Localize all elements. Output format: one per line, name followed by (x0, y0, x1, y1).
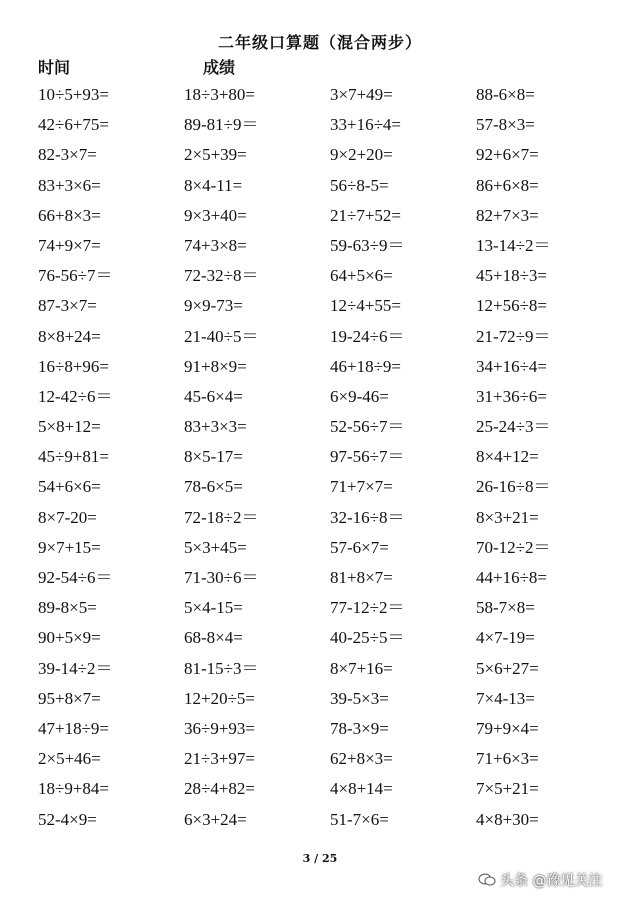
problem-cell: 36÷9+93= (184, 718, 256, 738)
watermark-text: 头条 @豫见关注 (500, 873, 603, 889)
problem-cell: 83+3×6= (38, 175, 101, 195)
page-number: 3 / 25 (302, 852, 338, 865)
page-title: 二年级口算题（混合两步） (217, 33, 422, 52)
problem-cell: 51-7×6= (330, 809, 389, 829)
problem-cell: 19-24÷6＝ (330, 326, 405, 346)
problem-cell: 90+5×9= (38, 628, 101, 648)
problem-cell: 21-72÷9＝ (476, 326, 551, 346)
problem-cell: 92+6×7= (476, 145, 539, 165)
problem-cell: 45+18÷3= (476, 266, 548, 286)
problem-cell: 82+7×3= (476, 205, 539, 225)
score-label: 成绩 (203, 58, 236, 77)
problem-cell: 81+8×7= (330, 568, 393, 587)
problem-cell: 78-6×5= (184, 477, 243, 497)
problem-cell: 52-56÷7＝ (330, 417, 405, 437)
problem-cell: 83+3×3= (184, 417, 247, 437)
problem-cell: 72-32÷8＝ (184, 266, 259, 286)
problem-cell: 18÷9+84= (38, 779, 110, 799)
problem-cell: 12+56÷8= (476, 296, 548, 316)
problem-cell: 82-3×7= (38, 145, 97, 165)
problem-cell: 25-24÷3＝ (476, 417, 551, 437)
problem-cell: 4×7-19= (476, 628, 535, 648)
problem-cell: 21÷3+97= (184, 749, 256, 769)
problem-cell: 62+8×3= (330, 749, 393, 769)
problem-cell: 81-15÷3＝ (184, 658, 259, 678)
problem-cell: 10÷5+93= (38, 85, 110, 104)
problem-cell: 88-6×8= (476, 85, 535, 104)
problem-cell: 8×4-11= (184, 175, 243, 195)
problem-cell: 76-56÷7＝ (38, 266, 113, 286)
problem-cell: 72-18÷2＝ (184, 507, 259, 527)
problem-cell: 78-3×9= (330, 718, 389, 738)
problem-cell: 5×3+45= (184, 537, 247, 557)
problem-cell: 56÷8-5= (330, 175, 389, 195)
problem-cell: 33+16÷4= (330, 115, 402, 135)
problem-cell: 68-8×4= (184, 628, 243, 648)
problem-cell: 39-14÷2＝ (38, 658, 113, 678)
problem-cell: 95+8×7= (38, 688, 101, 708)
problem-cell: 57-6×7= (330, 537, 389, 557)
problem-cell: 2×5+39= (184, 145, 247, 165)
problem-cell: 91+8×9= (184, 356, 247, 376)
problem-cell: 5×4-15= (184, 598, 243, 618)
problem-cell: 34+16÷4= (476, 356, 548, 376)
problem-grid (38, 80, 618, 835)
problem-cell: 8×3+21= (476, 507, 539, 527)
problem-cell: 71+6×3= (476, 749, 539, 769)
problem-cell: 79+9×4= (476, 718, 539, 738)
problem-cell: 59-63÷9＝ (330, 235, 405, 255)
problem-cell: 8×7+16= (330, 658, 393, 678)
problem-cell: 87-3×7= (38, 296, 97, 316)
problem-cell: 70-12÷2＝ (476, 537, 551, 557)
problem-cell: 21÷7+52= (330, 205, 402, 225)
problem-cell: 58-7×8= (476, 598, 535, 618)
problem-cell: 13-14÷2＝ (476, 235, 551, 255)
problem-cell: 44+16÷8= (476, 568, 548, 587)
problem-cell: 45-6×4= (184, 386, 243, 406)
problem-cell: 12÷4+55= (330, 296, 402, 316)
problem-cell: 92-54÷6＝ (38, 568, 113, 587)
problem-cell: 66+8×3= (38, 205, 101, 225)
problem-cell: 9×3+40= (184, 205, 247, 225)
problem-cell: 7×5+21= (476, 779, 539, 799)
problem-cell: 6×3+24= (184, 809, 247, 829)
problem-cell: 28÷4+82= (184, 779, 256, 799)
problem-cell: 32-16÷8＝ (330, 507, 405, 527)
problem-cell: 26-16÷8＝ (476, 477, 551, 497)
problem-cell: 8×4+12= (476, 447, 539, 467)
problem-cell: 74+9×7= (38, 235, 101, 255)
problem-cell: 47+18÷9= (38, 718, 110, 738)
problem-cell: 4×8+30= (476, 809, 539, 829)
chat-bubble-icon (478, 873, 496, 887)
problem-cell: 31+36÷6= (476, 386, 548, 406)
problem-cell: 74+3×8= (184, 235, 247, 255)
problem-cell: 5×8+12= (38, 417, 101, 437)
problem-cell: 39-5×3= (330, 688, 389, 708)
problem-cell: 21-40÷5＝ (184, 326, 259, 346)
problem-cell: 77-12÷2＝ (330, 598, 405, 618)
problem-cell: 18÷3+80= (184, 85, 256, 104)
problem-cell: 89-8×5= (38, 598, 97, 618)
problem-cell: 7×4-13= (476, 688, 535, 708)
problem-cell: 5×6+27= (476, 658, 539, 678)
problem-cell: 3×7+49= (330, 85, 393, 104)
problem-cell: 97-56÷7＝ (330, 447, 405, 467)
problem-cell: 45÷9+81= (38, 447, 110, 467)
problem-cell: 57-8×3= (476, 115, 535, 135)
watermark (478, 870, 602, 890)
problem-cell: 64+5×6= (330, 266, 393, 286)
problem-cell: 8×5-17= (184, 447, 243, 467)
problem-cell: 52-4×9= (38, 809, 97, 829)
problem-cell: 89-81÷9＝ (184, 115, 259, 135)
problem-cell: 2×5+46= (38, 749, 101, 769)
problem-cell: 12+20÷5= (184, 688, 256, 708)
problem-cell: 16÷8+96= (38, 356, 110, 376)
problem-cell: 9×9-73= (184, 296, 243, 316)
problem-cell: 12-42÷6＝ (38, 386, 113, 406)
problem-cell: 6×9-46= (330, 386, 389, 406)
problem-cell: 71+7×7= (330, 477, 393, 497)
problem-cell: 4×8+14= (330, 779, 393, 799)
problem-cell: 9×2+20= (330, 145, 393, 165)
problem-cell: 9×7+15= (38, 537, 101, 557)
problem-cell: 40-25÷5＝ (330, 628, 405, 648)
time-label: 时间 (38, 58, 71, 77)
problem-cell: 42÷6+75= (38, 115, 110, 135)
problem-cell: 71-30÷6＝ (184, 568, 259, 587)
problem-cell: 46+18÷9= (330, 356, 402, 376)
problem-cell: 8×8+24= (38, 326, 101, 346)
problem-cell: 54+6×6= (38, 477, 101, 497)
problem-cell: 8×7-20= (38, 507, 97, 527)
problem-cell: 86+6×8= (476, 175, 539, 195)
